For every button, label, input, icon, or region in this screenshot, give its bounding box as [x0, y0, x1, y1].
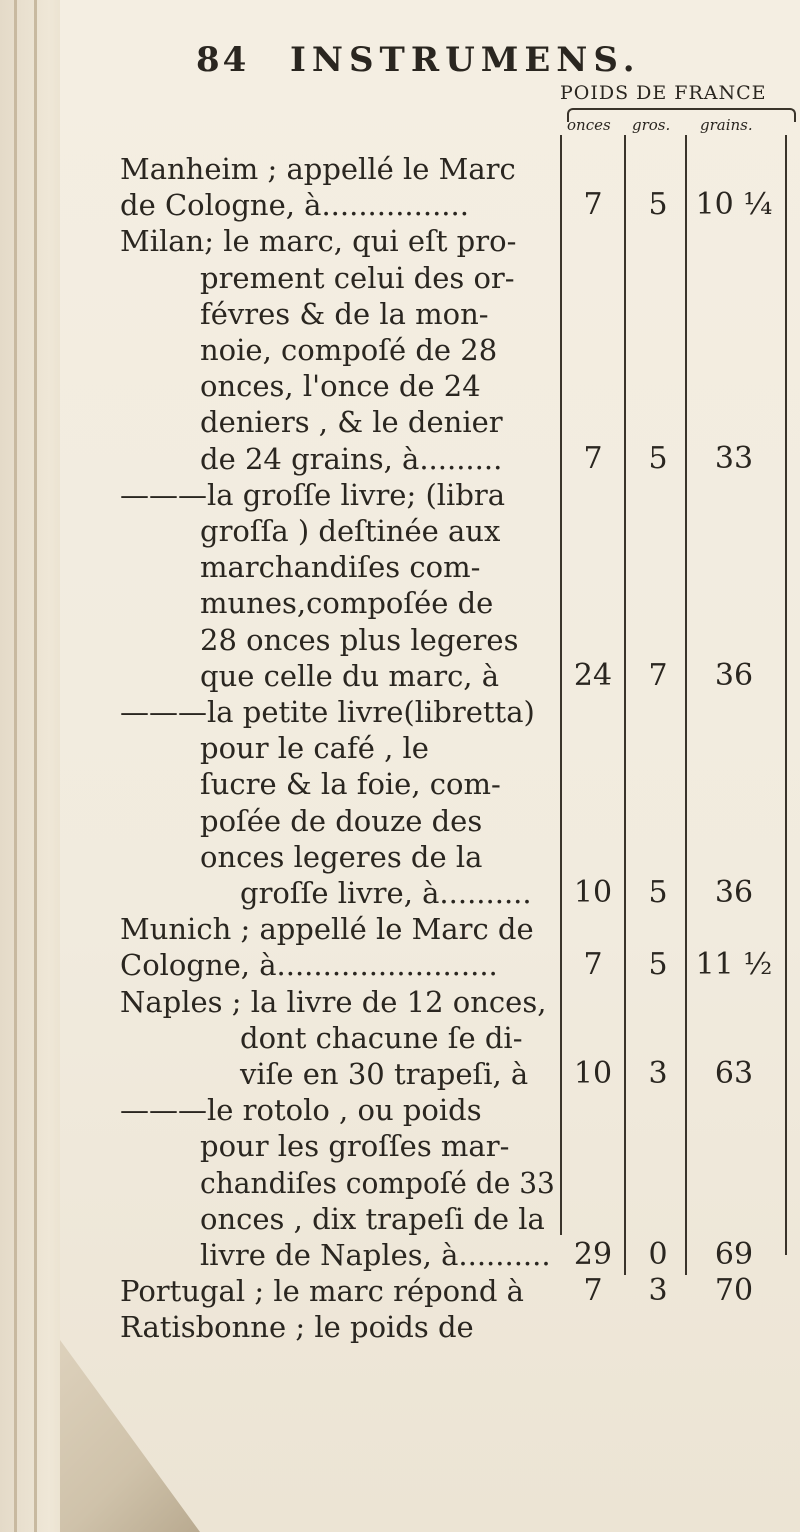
text-line: de 24 grains, à.........	[200, 441, 503, 476]
text-line: chandiſes compoſé de 33	[200, 1165, 555, 1200]
text-line: noie, compoſé de 28	[200, 333, 498, 367]
value-gros: 3	[648, 1273, 668, 1309]
text-line: livre de Naples, à..........	[200, 1238, 551, 1272]
text-line: deniers , & le denier	[200, 405, 503, 440]
page-curl	[60, 1340, 200, 1532]
text-line: que celle du marc, à	[200, 658, 500, 693]
text-line: pour le café , le	[200, 731, 429, 766]
binding-edge	[34, 0, 37, 1532]
text-line: marchandiſes com-	[200, 550, 481, 585]
value-onces: 7	[583, 1273, 603, 1309]
value-onces: 7	[583, 440, 603, 476]
value-onces: 7	[583, 947, 603, 983]
value-gros: 5	[648, 875, 668, 910]
text-line: groſſa ) deſtinée aux	[200, 514, 501, 548]
text-line: Cologne, à........................	[120, 948, 498, 983]
text-line: ———la petite livre(libretta)	[120, 695, 535, 729]
text-line: viſe en 30 trapeſi, à	[240, 1057, 529, 1091]
text-line: de Cologne, à................	[120, 188, 469, 223]
text-line: Naples ; la livre de 12 onces,	[120, 984, 547, 1019]
text-line: Portugal ; le marc répond à	[120, 1274, 524, 1309]
page-number: 84	[196, 40, 250, 80]
value-gros: 5	[648, 187, 668, 223]
text-line: onces legeres de la	[200, 839, 483, 874]
value-gros: 3	[648, 1056, 668, 1091]
text-line: Ratisbonne ; le poids de	[120, 1310, 474, 1345]
text-line: ———le rotolo , ou poids	[120, 1093, 482, 1128]
value-grains: 11 ½	[695, 947, 773, 983]
text-line: févres & de la mon-	[200, 296, 489, 331]
value-onces: 10	[573, 1056, 613, 1091]
column-rule	[685, 135, 687, 1275]
text-line: pour les groſſes mar-	[200, 1129, 510, 1164]
value-onces: 24	[573, 657, 613, 693]
text-line: Milan; le marc, qui eſt pro-	[120, 224, 517, 259]
value-grains: 10 ¼	[695, 187, 773, 223]
text-line: 28 onces plus legeres	[200, 622, 519, 657]
value-onces: 10	[573, 875, 613, 910]
value-grains: 36	[714, 875, 754, 910]
column-header-onces: onces	[567, 116, 611, 134]
value-grains: 36	[714, 657, 754, 693]
value-grains: 33	[714, 440, 754, 476]
column-rule	[560, 135, 562, 1235]
value-onces: 7	[583, 187, 603, 223]
value-gros: 7	[648, 657, 668, 693]
column-rule	[624, 135, 626, 1275]
column-header-gros: gros.	[632, 116, 671, 134]
value-onces: 29	[573, 1237, 613, 1272]
value-grains: 69	[714, 1237, 754, 1272]
text-line: onces, l'once de 24	[200, 369, 481, 404]
value-grains: 63	[714, 1056, 754, 1091]
column-header-grains: grains.	[700, 116, 753, 134]
running-title: INSTRUMENS.	[290, 40, 641, 80]
text-line: Munich ; appellé le Marc de	[120, 912, 534, 947]
value-gros: 5	[648, 947, 668, 983]
text-line: groſſe livre, à..........	[240, 876, 532, 910]
text-line: dont chacune ſe di-	[240, 1020, 523, 1055]
text-line: poſée de douze des	[200, 803, 483, 838]
text-line: ſucre & la foie, com-	[200, 767, 501, 802]
text-line: prement celui des or-	[200, 260, 515, 295]
text-line: munes,compoſée de	[200, 586, 494, 621]
binding-edge	[14, 0, 17, 1532]
value-gros: 5	[648, 440, 668, 476]
value-grains: 70	[714, 1273, 754, 1309]
table-title: POIDS DE FRANCE	[560, 82, 767, 104]
text-line: Manheim ; appellé le Marc	[120, 152, 516, 186]
value-gros: 0	[648, 1237, 668, 1272]
text-line: ———la groſſe livre; (libra	[120, 477, 506, 512]
text-line: onces , dix trapeſi de la	[200, 1201, 545, 1236]
column-rule	[785, 135, 787, 1255]
